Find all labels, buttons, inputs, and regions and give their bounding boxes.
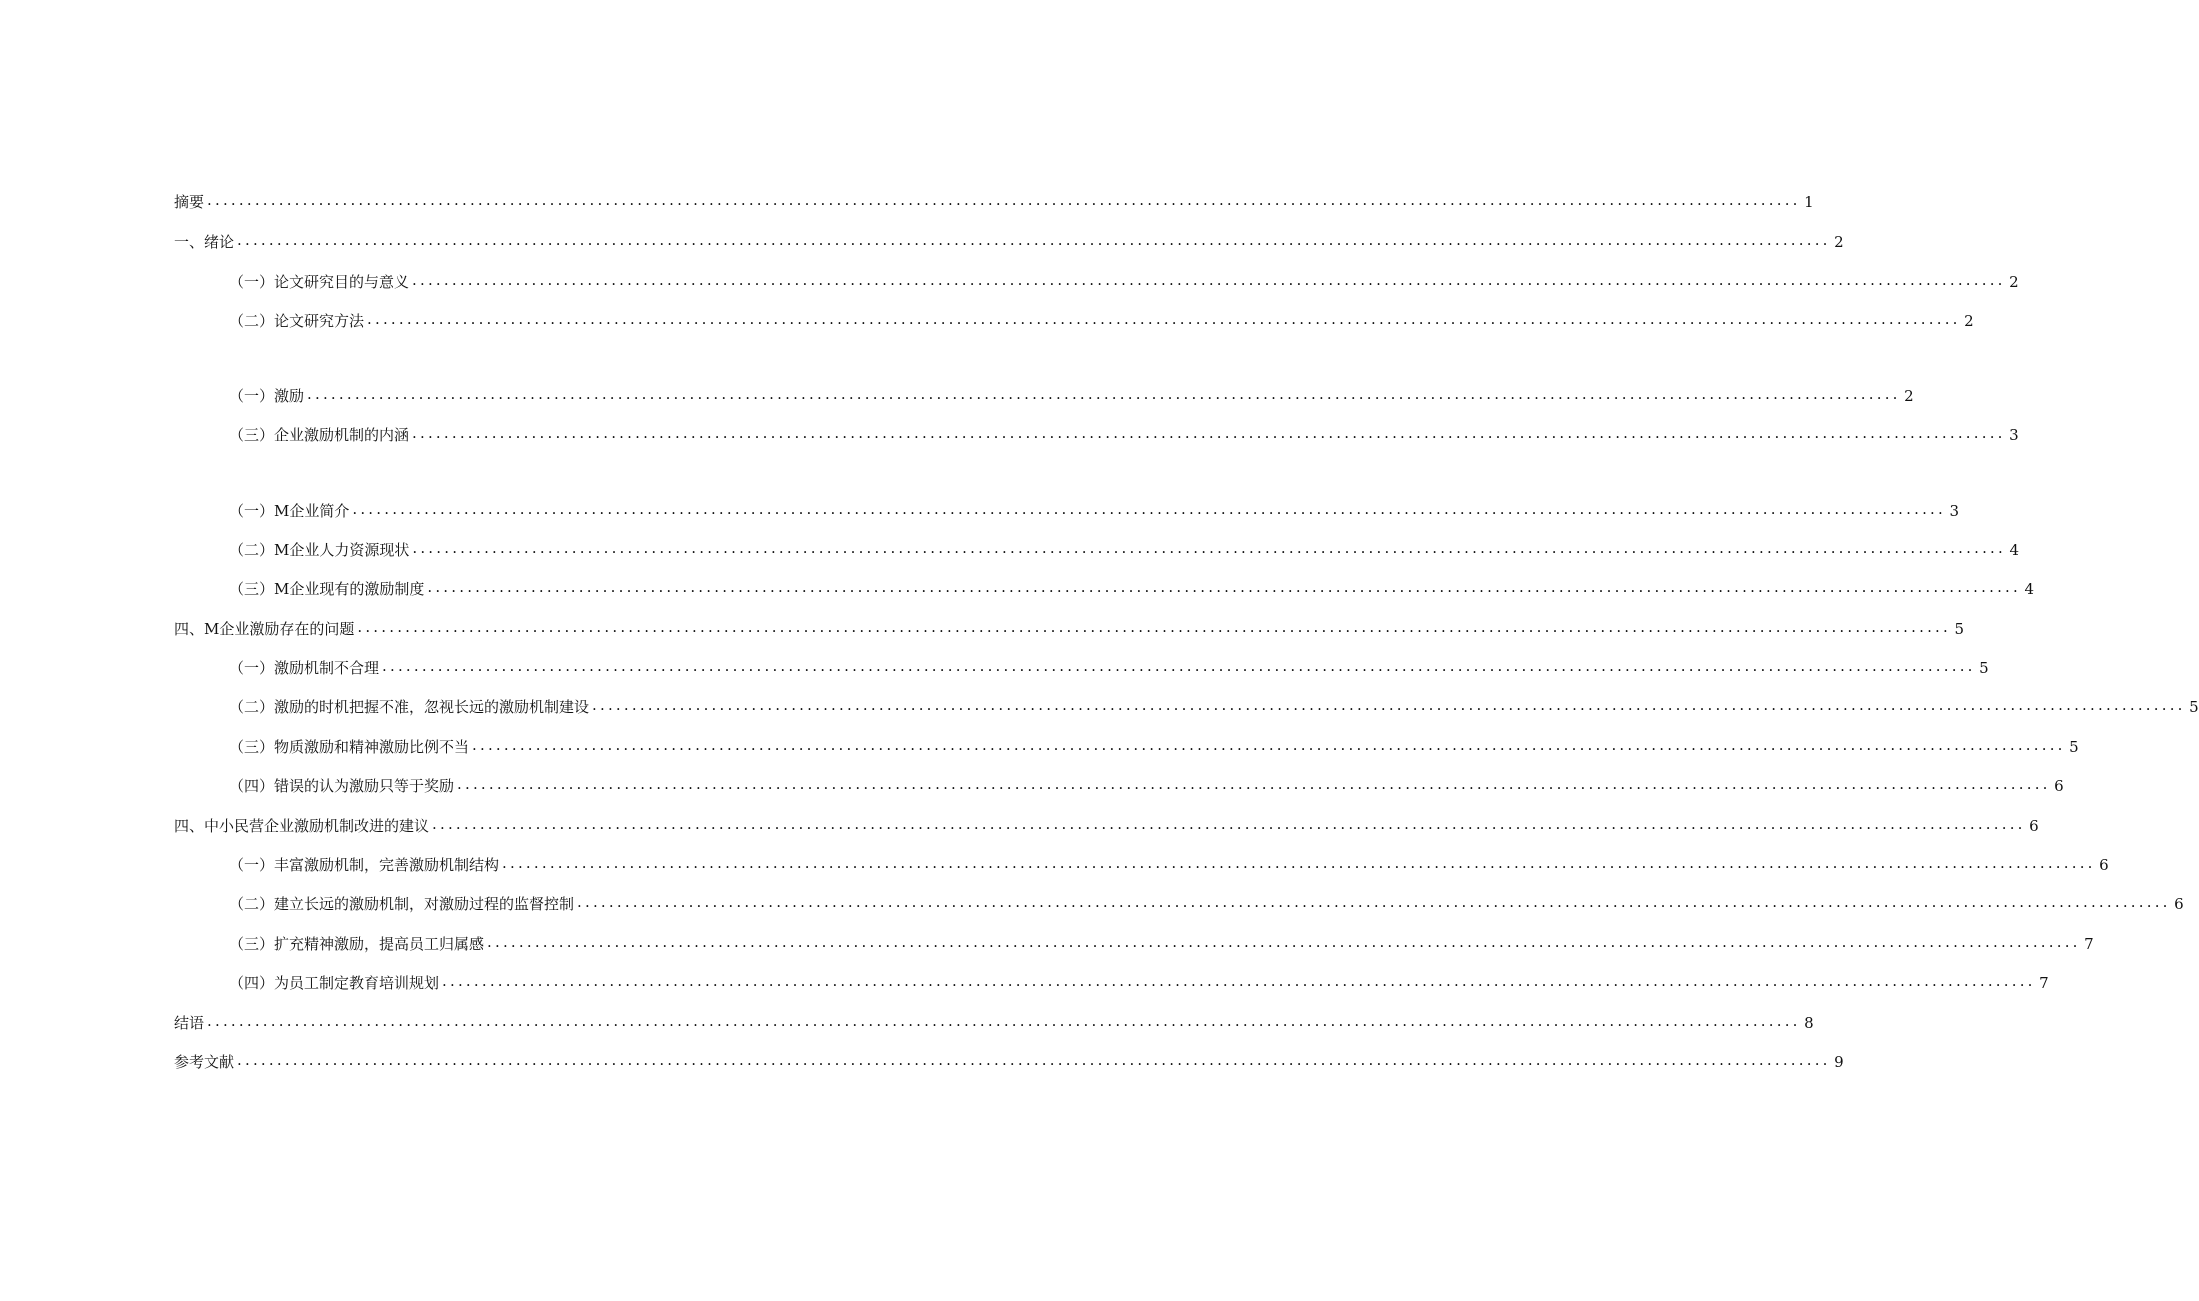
- toc-leader-dots: ........................................................................................................................................................................................................: [592, 696, 2186, 714]
- toc-entry-page: 4: [2009, 541, 2019, 559]
- toc-entry-label: （三）企业激励机制的内涵: [229, 426, 410, 444]
- toc-leader-dots: ........................................................................................................................................................................................................: [382, 657, 1976, 675]
- toc-entry-label: 参考文献: [174, 1053, 235, 1071]
- toc-leader-dots: ........................................................................................................................................................................................................: [207, 1012, 1801, 1030]
- toc-entry-label: （一）论文研究目的与意义: [229, 273, 410, 291]
- toc-leader-dots: ........................................................................................................................................................................................................: [457, 775, 2051, 793]
- toc-leader-dots: ........................................................................................................................................................................................................: [207, 191, 1801, 209]
- toc-entry-label: （二）激励的时机把握不准，忽视长远的激励机制建设: [229, 698, 590, 716]
- toc-entry-label: 一、绪论: [174, 233, 235, 251]
- toc-leader-dots: ........................................................................................................................................................................................................: [472, 736, 2066, 754]
- toc-leader-dots: ........................................................................................................................................................................................................: [432, 815, 2026, 833]
- toc-entry-label: （二）建立长远的激励机制，对激励过程的监督控制: [229, 895, 575, 913]
- toc-entry-hr-status[interactable]: [229, 536, 2019, 564]
- toc-entry-label: 四、M企业激励存在的问题: [174, 620, 355, 638]
- toc-entry-page: 5: [1979, 659, 1989, 677]
- toc-entry-mechanism-unreasonable[interactable]: [229, 654, 1989, 682]
- toc-entry-label: （一）激励机制不合理: [229, 659, 380, 677]
- toc-entry-enrich-mechanism[interactable]: [229, 851, 2109, 879]
- toc-entry-page: 2: [2009, 273, 2019, 291]
- toc-entry-label: （一）丰富激励机制，完善激励机制结构: [229, 856, 500, 874]
- toc-entry-page: 6: [2099, 856, 2109, 874]
- toc-entry-label: （三）M企业现有的激励制度: [229, 580, 425, 598]
- toc-entry-incentive-equals-reward[interactable]: [229, 772, 2064, 800]
- toc-entry-introduction[interactable]: [174, 228, 1844, 256]
- toc-leader-dots: ........................................................................................................................................................................................................: [367, 310, 1961, 328]
- toc-entry-label: （一）M企业简介: [229, 502, 350, 520]
- toc-entry-label: 结语: [174, 1014, 205, 1032]
- toc-leader-dots: ........................................................................................................................................................................................................: [412, 424, 2006, 442]
- toc-entry-label: （三）物质激励和精神激励比例不当: [229, 738, 470, 756]
- toc-entry-page: 6: [2054, 777, 2064, 795]
- toc-entry-label: （四）错误的认为激励只等于奖励: [229, 777, 455, 795]
- toc-entry-label: （二）论文研究方法: [229, 312, 365, 330]
- toc-entry-abstract[interactable]: [174, 188, 1814, 216]
- toc-entry-label: 四、中小民营企业激励机制改进的建议: [174, 817, 430, 835]
- toc-entry-page: 2: [1904, 387, 1914, 405]
- toc-entry-page: 6: [2174, 895, 2184, 913]
- toc-entry-long-term-mechanism[interactable]: [229, 890, 2184, 918]
- toc-entry-page: 3: [2009, 426, 2019, 444]
- toc-entry-research-method[interactable]: [229, 307, 1974, 335]
- toc-entry-company-profile[interactable]: [229, 497, 1959, 525]
- toc-leader-dots: ........................................................................................................................................................................................................: [442, 972, 2036, 990]
- toc-entry-page: 2: [1834, 233, 1844, 251]
- toc-leader-dots: ........................................................................................................................................................................................................: [502, 854, 2096, 872]
- toc-entry-page: 7: [2039, 974, 2049, 992]
- toc-entry-page: 5: [1954, 620, 1964, 638]
- toc-entry-label: （二）M企业人力资源现状: [229, 541, 410, 559]
- toc-entry-improvement-suggestions[interactable]: [174, 812, 2039, 840]
- toc-leader-dots: ........................................................................................................................................................................................................: [577, 893, 2171, 911]
- toc-entry-page: 1: [1804, 193, 1814, 211]
- toc-entry-training-plan[interactable]: [229, 969, 2049, 997]
- toc-entry-references[interactable]: [174, 1048, 1844, 1076]
- toc-leader-dots: ........................................................................................................................................................................................................: [487, 933, 2081, 951]
- toc-entry-page: 3: [1949, 502, 1959, 520]
- toc-entry-ratio-improper[interactable]: [229, 733, 2079, 761]
- toc-entry-spiritual-incentive[interactable]: [229, 930, 2094, 958]
- toc-entry-label: （三）扩充精神激励，提高员工归属感: [229, 935, 485, 953]
- toc-entry-timing-inaccurate[interactable]: [229, 693, 2199, 721]
- toc-leader-dots: ........................................................................................................................................................................................................: [357, 618, 1951, 636]
- toc-leader-dots: ........................................................................................................................................................................................................: [237, 1051, 1831, 1069]
- toc-entry-current-incentive-system[interactable]: [229, 575, 2034, 603]
- toc-entry-page: 9: [1834, 1053, 1844, 1071]
- toc-entry-incentive-problems[interactable]: [174, 615, 1964, 643]
- toc-entry-label: （一）激励: [229, 387, 305, 405]
- toc-leader-dots: ........................................................................................................................................................................................................: [352, 500, 1946, 518]
- toc-entry-label: 摘要: [174, 193, 205, 211]
- toc-entry-page: 2: [1964, 312, 1974, 330]
- toc-entry-page: 5: [2069, 738, 2079, 756]
- toc-entry-incentive-mechanism-meaning[interactable]: [229, 421, 2019, 449]
- toc-leader-dots: ........................................................................................................................................................................................................: [237, 231, 1831, 249]
- toc-leader-dots: ........................................................................................................................................................................................................: [427, 578, 2021, 596]
- toc-entry-incentive[interactable]: [229, 382, 1914, 410]
- toc-leader-dots: ........................................................................................................................................................................................................: [412, 271, 2006, 289]
- toc-entry-conclusion[interactable]: [174, 1009, 1814, 1037]
- toc-entry-page: 8: [1804, 1014, 1814, 1032]
- toc-entry-label: （四）为员工制定教育培训规划: [229, 974, 440, 992]
- toc-entry-page: 5: [2189, 698, 2199, 716]
- toc-entry-page: 6: [2029, 817, 2039, 835]
- toc-leader-dots: ........................................................................................................................................................................................................: [412, 539, 2006, 557]
- toc-entry-page: 7: [2084, 935, 2094, 953]
- toc-entry-research-purpose[interactable]: [229, 268, 2019, 296]
- toc-leader-dots: ........................................................................................................................................................................................................: [307, 385, 1901, 403]
- toc-entry-page: 4: [2024, 580, 2034, 598]
